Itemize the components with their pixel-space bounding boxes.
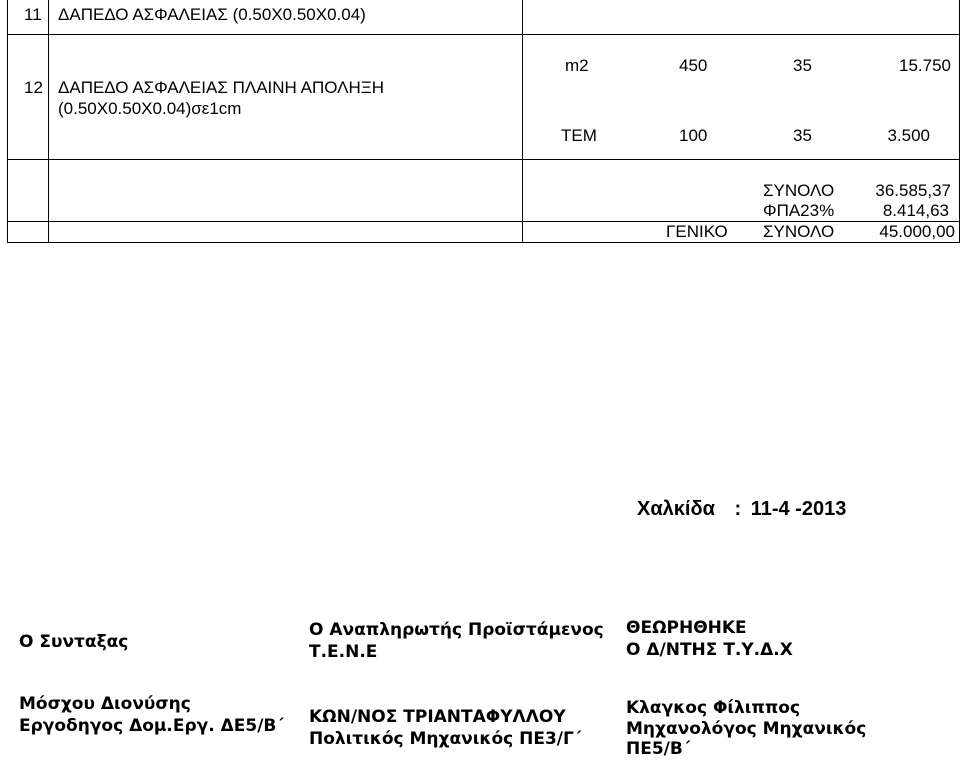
approver-role: ΘΕΩΡΗΘΗΚΕ xyxy=(626,618,747,638)
grand-total-value: 45.000,00 xyxy=(879,222,955,241)
approver-title: Μηχανολόγος Μηχανικός xyxy=(626,719,867,739)
supervisor-title: Πολιτικός Μηχανικός ΠΕ3/Γ΄ xyxy=(309,729,582,749)
subtotal-value: 36.585,37 xyxy=(875,181,951,200)
grand-total-label: ΓΕΝΙΚΟ xyxy=(666,222,728,241)
supervisor-name: ΚΩΝ/ΝΟΣ ΤΡΙΑΝΤΑΦΥΛΛΟΥ xyxy=(309,707,566,727)
price-value: 35 xyxy=(793,126,812,145)
table-hline-bottom xyxy=(7,242,960,243)
date-value: 11-4 -2013 xyxy=(750,498,847,520)
row-description: ΔΑΠΕΔΟ ΑΣΦΑΛΕΙΑΣ ΠΛΑΙΝΗ ΑΠΟΛΗΞΗ xyxy=(58,78,385,97)
row-number: 12 xyxy=(24,78,43,97)
approver-name: Κλαγκος Φίλιππος xyxy=(626,698,801,718)
price-value: 35 xyxy=(793,56,812,75)
date-separator: : xyxy=(734,498,742,520)
total-value: 15.750 xyxy=(899,56,951,75)
unit-value: m2 xyxy=(565,56,589,75)
compiler-role: Ο Συνταξας xyxy=(19,632,129,652)
approver-role: Ο Δ/ΝΤΗΣ Τ.Υ.Δ.Χ xyxy=(626,640,793,660)
vat-label: ΦΠΑ23% xyxy=(763,201,835,220)
unit-value: ΤΕΜ xyxy=(561,126,597,145)
grand-total-label: ΣΥΝΟΛΟ xyxy=(763,222,835,241)
approver-title: ΠΕ5/Β΄ xyxy=(626,739,691,759)
table-hline-row12-bottom xyxy=(7,159,960,160)
supervisor-role: Τ.Ε.Ν.Ε xyxy=(309,642,378,662)
compiler-name: Μόσχου Διονύσης xyxy=(19,694,191,714)
supervisor-role: Ο Αναπληρωτής Προϊστάμενος xyxy=(309,620,604,640)
row-description: ΔΑΠΕΔΟ ΑΣΦΑΛΕΙΑΣ (0.50Χ0.50Χ0.04) xyxy=(58,5,366,24)
place-date xyxy=(637,497,846,521)
vat-value: 8.414,63 xyxy=(882,201,949,220)
table-col-divider-2 xyxy=(522,0,523,243)
row-description: (0.50Χ0.50Χ0.04)σε1cm xyxy=(58,99,242,118)
total-value: 3.500 xyxy=(887,126,930,145)
compiler-title: Εργοδηγος Δομ.Εργ. ΔΕ5/Β΄ xyxy=(19,716,284,736)
subtotal-label: ΣΥΝΟΛΟ xyxy=(763,181,835,200)
row-number: 11 xyxy=(24,5,42,24)
table-col-divider-1 xyxy=(48,0,49,243)
quantity-value: 450 xyxy=(679,56,708,75)
quantity-value: 100 xyxy=(679,126,708,145)
place-label: Χαλκίδα xyxy=(637,498,715,520)
table-hline-row11-bottom xyxy=(7,34,960,35)
table-left-border xyxy=(7,0,8,243)
